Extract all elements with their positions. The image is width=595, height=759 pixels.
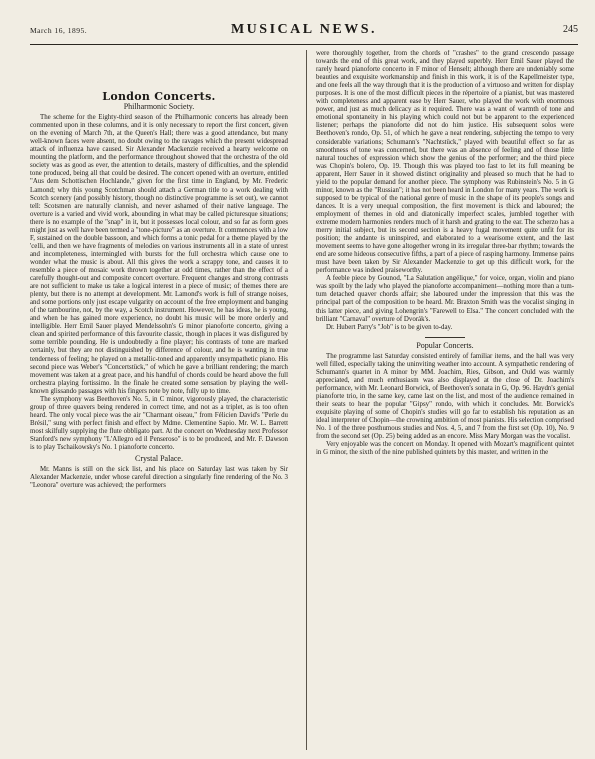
page-header	[30, 22, 578, 44]
column-divider	[306, 50, 307, 750]
popular-concerts-paragraph: The programme last Saturday consisted entirely of familiar items, and the hall was very well filled, especially taking the uninviting weather into account. A sympathetic rendering of Schumann's quartet in A minor by MM. Joachim, Ries, Gibson, and Ould was warmly appreciated, and much enthusiasm was also displayed at the close of Dr. Joachim's performance, with Mr. Leonard Borwick, of Beethoven's sonata in G, Op. 96. Haydn's genial pianoforte trio, in the same key, came last on the list, and most of the audience remained in their seats to hear the popular "Gipsy" rondo, with which it concludes. Mr. Borwick's exquisite playing of some of Chopin's studies will go far to establish his reputation as an ideal interpreter of Chopin—the crowning ambition of most pianists. His selection comprised No. 1 of the three posthumous studies and Nos. 4, 5, and 7 from the first set (Op. 10), No. 9 from the second set (Op. 25) being added as an encore. Miss Mary Morgan was the vocalist.	[316, 352, 574, 441]
philharmonic-paragraph: The symphony was Beethoven's No. 5, in C minor, vigorously played, the characteristic group of three quavers being rendered in correct time, and not as a triplet, as is too often heard. The only vocal piece was the air "Charmant oiseau," from Félicien David's "Perle du Brésil," sung with perfect finish and effect by Mdme. Clementine Sapio. Mr. W. L. Barrett most skilfully supplying the flute obbligato part. At the concert on Wednesday next Professor Stanford's new symphony "L'Allegro ed il Penseroso" is to be produced, and Mr. F. Dawson is to play Tschaikowsky's No. 1 pianoforte concerto.	[30, 395, 288, 452]
masthead-title: MUSICAL NEWS.	[230, 22, 378, 37]
right-column	[316, 50, 574, 750]
header-rule	[30, 44, 578, 45]
left-column	[30, 50, 288, 750]
section-heading: London Concerts.	[102, 90, 216, 103]
popular-concerts-paragraph: Very enjoyable was the concert on Monday. It opened with Mozart's magnificent quintet in G minor, the sixth of the nine published quintets by this master, and written in the	[316, 441, 574, 457]
philharmonic-subheading: Philharmonic Society.	[123, 102, 195, 112]
page-number: 245	[563, 24, 578, 35]
philharmonic-paragraph: The scheme for the Eighty-third season of the Philharmonic concerts has already been commented upon in these columns, and it is only necessary to report the first concert, given on the evening of March 7th, at the Queen's Hall; there was a good attendance, but many well-known faces were absent, no doubt owing to the ravages which the present widespread attack of influenza have caused. Sir Alexander Mackenzie received a hearty welcome on mounting the platform, and the performance throughout showed that the orchestra of the old society was as good as ever, the attention to details, mastery of difficulties, and the splendid tone produced, being all that could be desired. The concert opened with an overture, entitled "Aus dem Schottischen Hochlande," given for the first time in England, by Mr. Frederic Lamond; why this young Scotchman should attach a German title to a work dealing with Scotch scenery (and possibly history, though no distinctive programme is set out), we cannot tell: Scotsmen are naturally clannish, and never ashamed of their native language. The overture is a varied and vivid work, abounding in what may be called picturesque situations; there is no example of the "snap" in it, but it possesses local colour, and so far as form goes might just as well have been termed a "tone-picture" as an overture. It commences with a low F, sustained on the double bassoon, and which forms a tonic pedal for a theme played by the 'celli, and then we have fragments of melodies on various instruments all in a state of unrest and incompleteness, intermingled with bursts for the full orchestra which cause one to wonder what the music is about. All this gives the work a scrappy tone, and causes it to resemble a piece of mosaic work thrown together at odd times, rather than the effect of a carefully thought-out and composite concert overture. Frequent changes and strong contrasts are not sufficient to make us take a logical interest in a piece of music; of themes there are plenty, but there is no attempt at development. Mr. Lamond's work is full of strange noises, and some portions only just escape vulgarity on account of the free employment and banging of the tambourine, not, by the way, a Scotch instrument. However, he has ideas, he is young, and when he has gained more experience, no doubt his music will be more orderly and intelligible. Herr Emil Sauer played Mendelssohn's G minor pianoforte concerto, giving a clean and spirited performance of this favourite classic, though in places it was disfigured by some terrible pounding. He is undoubtedly a fine player; his contrasts of tone are marked certainly, but they are not distinguished by difference of colour, and he is wanting in true tenderness of feeling; he played on a metallic-toned and apparently unsympathetic piano. His second piece was Weber's "Concertstück," of which he gave a brilliant rendering; the march movement was taken at a great pace, and his handful of chords could be heard above the full orchestra playing fortissimo. In the finale he created some sensation by playing the well-known glissando passages with his fingers note by note, fully up to time.	[30, 114, 288, 395]
crystal-palace-paragraph: Mr. Manns is still on the sick list, and his place on Saturday last was taken by Sir Alexander Mackenzie, under whose careful direction a singularly fine rendering of the No. 3 "Leonora" overture was achieved; the performers	[30, 466, 288, 490]
popular-concerts-subheading: Popular Concerts.	[416, 340, 474, 350]
header-date: March 16, 1895.	[30, 26, 88, 35]
crystal-palace-subheading: Crystal Palace.	[135, 454, 183, 464]
crystal-palace-paragraph: A feeble piece by Gounod, "La Salutation angélique," for voice, organ, violin and piano was spoilt by the lady who played the pianoforte accompaniment—nothing more than a tum-tum detached quaver chords affair; she laboured under the impression that this was the principal part of the composition to be heard. Mr. Braxton Smith was the vocalist singing in this latter piece, and giving Lohengrin's "Farewell to Elsa." The concert concluded with the brilliant "Carnaval" overture of Dvorák's.	[316, 275, 574, 323]
crystal-palace-continued: were thoroughly together, from the chords of "crashes" to the grand crescendo passage towards the end of this great work, and they played superbly. Herr Emil Sauer played the rarely heard pianoforte concerto in F minor of Henselt; although there are undeniably some beauties and exquisite workmanship and finish in this work, it is of the Kapellmeister type, and one feels all the way through that it is the production of a virtuoso and written for display purposes. It is one of the most difficult pieces in the répertoire of a pianist, but was mastered with completeness and apparent ease by Herr Sauer, who played the work with enormous power, and just as much delicacy as it required. There was a want of warmth of tone and emotional spontaneity in his playing which could not but be apparent to the experienced listener; perhaps the pianoforte did not do him justice. His subsequent solos were Beethoven's rondo, Op. 51, of which he gave a neat rendering, subjecting the tempo to very considerable variations; Schumann's "Nachtstück," played with beautiful effect so far as smoothness of tone was concerned, but there was an absence of feeling and of those little natural touches of expression which show the genius of the performer; and the third piece was Chopin's bolero, Op. 19. Though this was played too fast to let its full meaning be apparent, Herr Sauer in it showed distinct originality and pleased so much that he had to yield to the popular demand for another piece. The symphony was Rubinstein's No. 5 in G minor, known as the "Russian"; it has not been heard in London for many years. The work is supposed to be typical of the national genre of music in the shape of its people's songs and dances. It is a very unequal composition, the first movement is thick and laboured; the employment of themes in old and diatonically imperfect scales, jumbled together with extreme modern harmonies renders much of it harsh and grating to the ear. The scherzo has a merry initial subject, but its second section is a heavy fugal movement quite unfit for its position; the andante is uninspired, and elaborated to a wearisome extent, and the last movement seems to have gone altogether wrong in its irregular three-bar rhythm; towards the end are some hideous consecutive fifths, a part of a piece of rasping harmony. Immense pains must have been taken by Sir Alexander Mackenzie to get up this difficult work, for the performance was indeed praiseworthy.	[316, 50, 574, 275]
crystal-palace-paragraph: Dr. Hubert Parry's "Job" is to be given to-day.	[326, 323, 453, 331]
section-rule	[425, 337, 465, 338]
